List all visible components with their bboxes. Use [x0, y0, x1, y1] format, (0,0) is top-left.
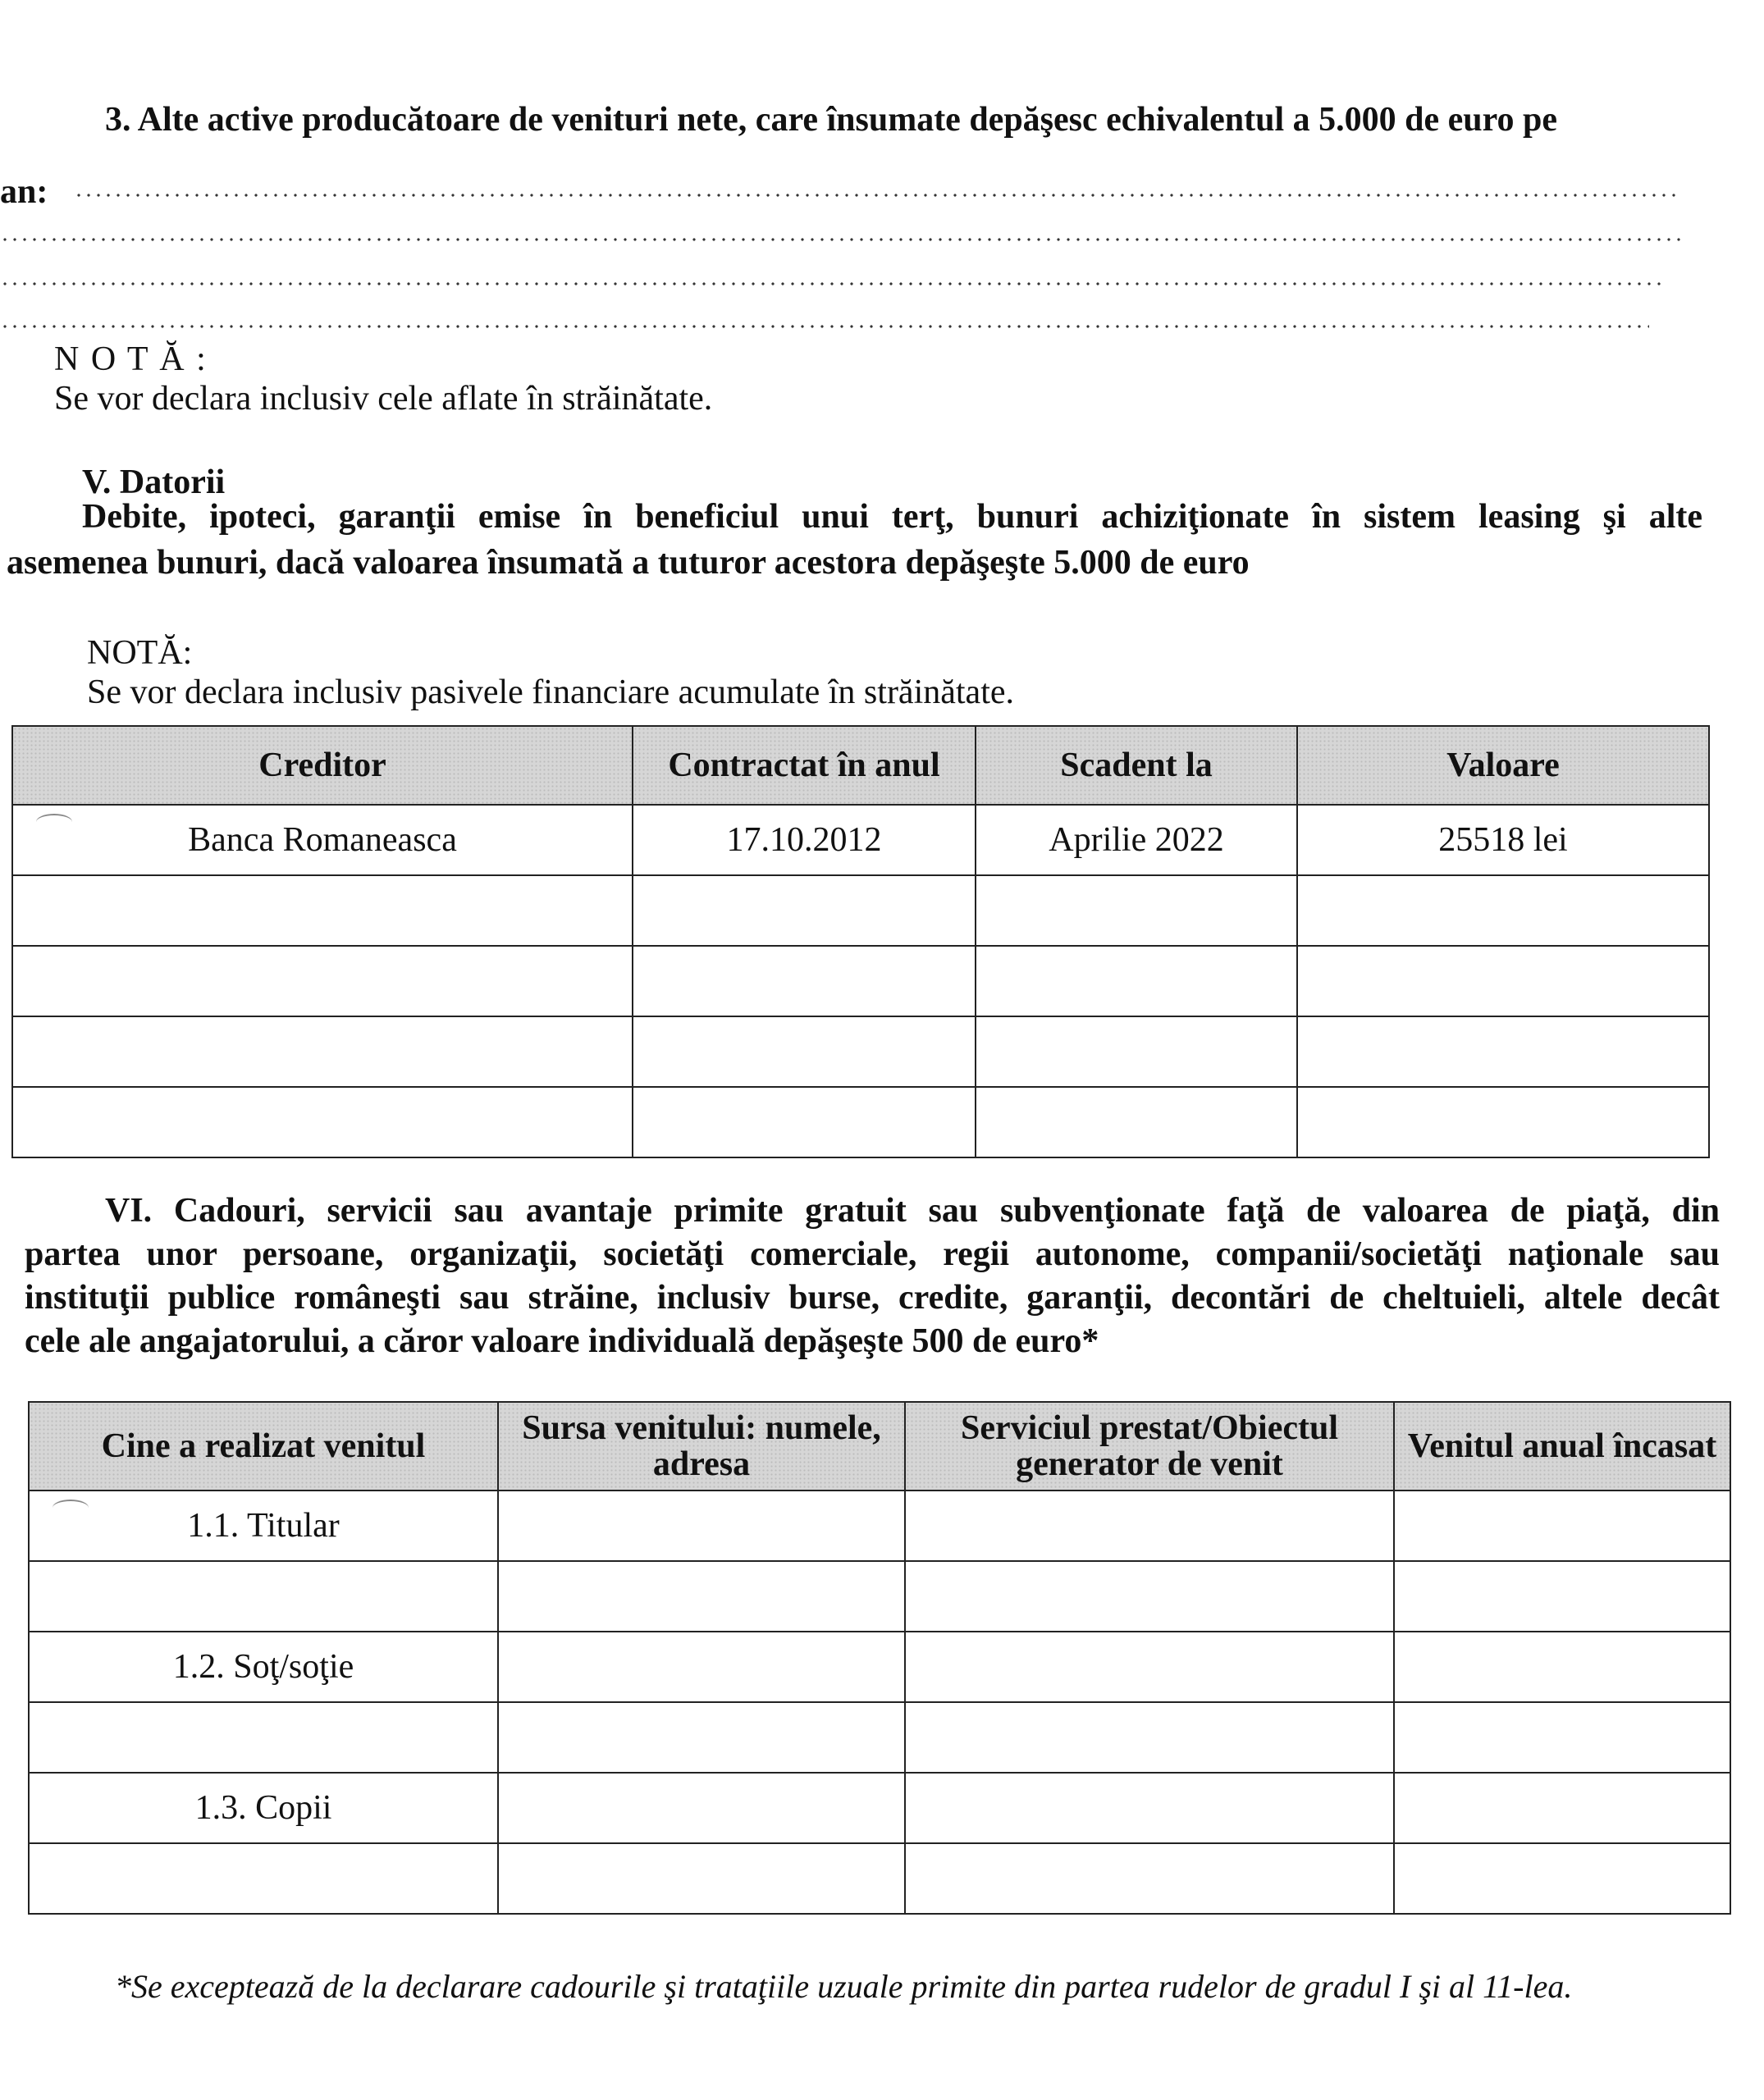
cell-sursa — [498, 1773, 905, 1843]
table-row — [29, 1843, 1730, 1914]
section3-title-line1: 3. Alte active producătoare de venituri nete, care însumate depăşesc echivalentul a 5.000 de euro pe — [105, 101, 1558, 139]
cell-text: Banca Romaneasca — [188, 821, 457, 859]
cell-creditor — [12, 1087, 633, 1157]
footnote: *Se exceptează de la declarare cadourile şi trataţiile uzuale primite din partea rudelor de gradul I şi al 11-lea. — [115, 1968, 1573, 2005]
cell-cine: 1.2. Soţ/soţie — [29, 1632, 498, 1702]
sectionVI-desc-line3: instituţii publice româneşti sau străine, inclusiv burse, credite, garanţii, decontări de cheltuieli, altele decât — [25, 1279, 1720, 1317]
cell-creditor — [12, 1016, 633, 1087]
dotted-line — [0, 282, 1666, 285]
cell-scadent — [976, 875, 1297, 946]
cell-contractat: 17.10.2012 — [633, 805, 976, 875]
cell-serviciul — [905, 1491, 1394, 1561]
cell-text: 1.1. Titular — [187, 1507, 340, 1545]
gifts-table — [28, 1401, 1731, 1915]
sectionV-desc-line2: asemenea bunuri, dacă valoarea însumată a tuturor acestora depăşeşte 5.000 de euro — [7, 544, 1250, 582]
dotted-line — [0, 238, 1682, 241]
cell-cine — [29, 1702, 498, 1773]
sectionVI-desc-line4: cele ale angajatorului, a căror valoare individuală depăşeşte 500 de euro* — [25, 1322, 1099, 1360]
column-header-contractat: Contractat în anul — [633, 726, 976, 805]
cell-cine — [29, 1561, 498, 1632]
cell-venitul — [1394, 1491, 1730, 1561]
cell-valoare: 25518 lei — [1297, 805, 1709, 875]
pencil-mark — [53, 1500, 89, 1516]
section3-note-text: Se vor declara inclusiv cele aflate în străinătate. — [54, 380, 713, 418]
table-row — [12, 875, 1709, 946]
section3-title-line2: an: — [0, 173, 48, 211]
cell-sursa — [498, 1843, 905, 1914]
sectionV-desc-line1: Debite, ipoteci, garanţii emise în beneficiul unui terţ, bunuri achiziţionate în sistem leasing şi alte — [82, 498, 1702, 536]
sectionVI-desc-line1: VI. Cadouri, servicii sau avantaje primite gratuit sau subvenţionate faţă de valoarea de piaţă, din — [105, 1192, 1720, 1230]
cell-contractat — [633, 946, 976, 1016]
table-row — [29, 1561, 1730, 1632]
dotted-line — [0, 325, 1649, 328]
sectionV-note-label: NOTĂ: — [87, 634, 193, 672]
table-row — [12, 1016, 1709, 1087]
table-header-row — [12, 726, 1709, 805]
column-header-venitul: Venitul anual încasat — [1394, 1402, 1730, 1491]
cell-serviciul — [905, 1773, 1394, 1843]
table-row — [12, 805, 1709, 875]
cell-creditor — [12, 805, 633, 875]
cell-creditor — [12, 946, 633, 1016]
column-header-serviciul: Serviciul prestat/Obiectul generator de venit — [905, 1402, 1394, 1491]
section3-note-label: N O T Ă : — [54, 340, 208, 378]
table-row — [12, 1087, 1709, 1157]
cell-valoare — [1297, 946, 1709, 1016]
cell-sursa — [498, 1491, 905, 1561]
column-header-scadent: Scadent la — [976, 726, 1297, 805]
cell-creditor — [12, 875, 633, 946]
column-header-cine: Cine a realizat venitul — [29, 1402, 498, 1491]
cell-sursa — [498, 1632, 905, 1702]
cell-serviciul — [905, 1632, 1394, 1702]
sectionVI-desc-line2: partea unor persoane, organizaţii, societăţi comerciale, regii autonome, companii/societăţi naţionale sau — [25, 1235, 1720, 1273]
cell-valoare — [1297, 875, 1709, 946]
cell-scadent — [976, 1016, 1297, 1087]
cell-scadent — [976, 946, 1297, 1016]
cell-valoare — [1297, 1016, 1709, 1087]
cell-serviciul — [905, 1561, 1394, 1632]
table-row — [29, 1773, 1730, 1843]
table-row — [29, 1702, 1730, 1773]
cell-contractat — [633, 1016, 976, 1087]
cell-scadent: Aprilie 2022 — [976, 805, 1297, 875]
cell-venitul — [1394, 1702, 1730, 1773]
table-row — [29, 1632, 1730, 1702]
column-header-creditor: Creditor — [12, 726, 633, 805]
cell-contractat — [633, 1087, 976, 1157]
cell-cine — [29, 1843, 498, 1914]
cell-venitul — [1394, 1843, 1730, 1914]
cell-sursa — [498, 1702, 905, 1773]
cell-contractat — [633, 875, 976, 946]
cell-venitul — [1394, 1632, 1730, 1702]
cell-valoare — [1297, 1087, 1709, 1157]
table-row — [12, 946, 1709, 1016]
table-header-row — [29, 1402, 1730, 1491]
cell-cine — [29, 1491, 498, 1561]
column-header-valoare: Valoare — [1297, 726, 1709, 805]
cell-serviciul — [905, 1843, 1394, 1914]
cell-serviciul — [905, 1702, 1394, 1773]
sectionV-heading: V. Datorii — [82, 463, 226, 501]
cell-cine: 1.3. Copii — [29, 1773, 498, 1843]
cell-venitul — [1394, 1773, 1730, 1843]
cell-sursa — [498, 1561, 905, 1632]
debts-table — [11, 725, 1710, 1158]
pencil-mark — [36, 814, 72, 830]
dotted-line — [74, 194, 1682, 197]
table-row — [29, 1491, 1730, 1561]
sectionV-note-text: Se vor declara inclusiv pasivele financiare acumulate în străinătate. — [87, 673, 1015, 711]
cell-scadent — [976, 1087, 1297, 1157]
cell-venitul — [1394, 1561, 1730, 1632]
column-header-sursa: Sursa venitului: numele, adresa — [498, 1402, 905, 1491]
